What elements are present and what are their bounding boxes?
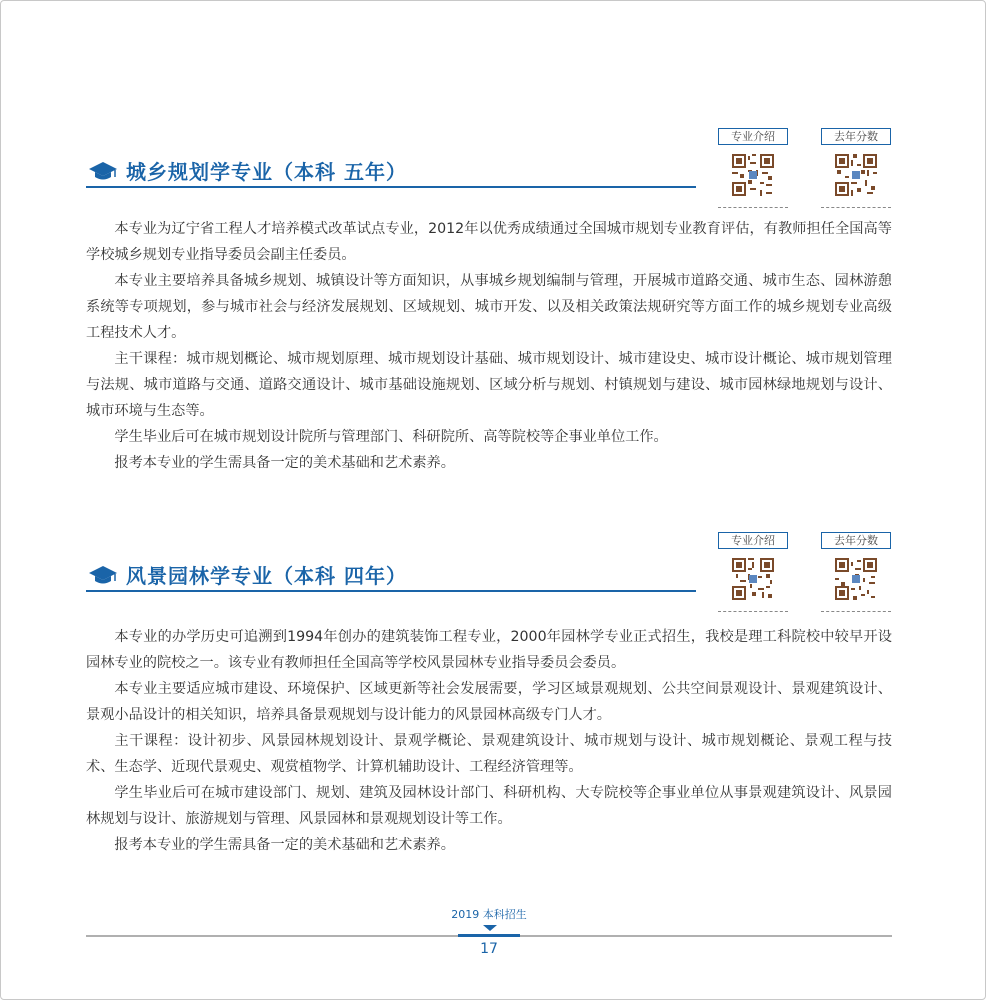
paragraph: 学生毕业后可在城市规划设计院所与管理部门、科研院所、高等院校等企事业单位工作。	[114, 429, 668, 445]
section-title: 城乡规划学专业（本科 五年）	[126, 160, 407, 184]
qr-label: 去年分数	[821, 128, 891, 145]
footer-rule-accent	[458, 934, 520, 937]
paragraph: 主干课程：城市规划概论、城市规划原理、城市规划设计基础、城市规划设计、城市建设史、城市设计概论、城市规划管理与法规、城市道路与交通、道路交通设计、城市基础设施规划、区域分析与规划、村镇规划与建设、城市园林绿地规划与设计、城市环境与生态等。	[86, 351, 892, 419]
section-heading	[88, 560, 407, 589]
paragraph: 本专业的办学历史可追溯到1994年创办的建筑装饰工程专业，2000年园林学专业正式招生，我校是理工科院校中较早开设园林专业的院校之一。该专业有教师担任全国高等学校风景园林专业指导委员会委员。	[86, 629, 892, 671]
section-body	[86, 216, 892, 476]
section-title: 风景园林学专业（本科 四年）	[126, 564, 407, 588]
paragraph: 本专业主要培养具备城乡规划、城镇设计等方面知识，从事城乡规划编制与管理，开展城市道路交通、城市生态、园林游憩系统等专项规划，参与城市社会与经济发展规划、区域规划、城市开发、以及相关政策法规研究等方面工作的城乡规划专业高级工程技术人才。	[86, 273, 892, 341]
qr-block-major-intro[interactable]	[718, 532, 788, 600]
qr-label: 专业介绍	[718, 532, 788, 549]
qr-label: 专业介绍	[718, 128, 788, 145]
qr-dash-line	[821, 611, 891, 612]
qr-block-last-year-scores[interactable]	[821, 532, 891, 600]
qr-dash-line	[718, 611, 788, 612]
qr-label: 去年分数	[821, 532, 891, 549]
heading-underline	[86, 186, 696, 188]
qr-code-icon[interactable]	[732, 558, 774, 600]
paragraph: 本专业为辽宁省工程人才培养模式改革试点专业，2012年以优秀成绩通过全国城市规划专业教育评估，有教师担任全国高等学校城乡规划专业指导委员会副主任委员。	[86, 221, 892, 263]
qr-code-icon[interactable]	[732, 154, 774, 196]
section-body	[86, 624, 892, 858]
qr-block-major-intro[interactable]	[718, 128, 788, 196]
section-heading	[88, 156, 407, 185]
qr-dash-line	[821, 207, 891, 208]
footer-arrow-icon	[483, 925, 497, 931]
qr-code-icon[interactable]	[835, 154, 877, 196]
paragraph: 学生毕业后可在城市建设部门、规划、建筑及园林设计部门、科研机构、大专院校等企事业单位从事景观建筑设计、风景园林规划与设计、旅游规划与管理、风景园林和景观规划设计等工作。	[86, 785, 892, 827]
heading-underline	[86, 590, 696, 592]
graduation-cap-icon	[88, 564, 118, 586]
graduation-cap-icon	[88, 160, 118, 182]
paragraph: 报考本专业的学生需具备一定的美术基础和艺术素养。	[114, 837, 455, 853]
page-number: 17	[480, 941, 498, 957]
qr-dash-line	[718, 207, 788, 208]
qr-block-last-year-scores[interactable]	[821, 128, 891, 196]
paragraph: 主干课程：设计初步、风景园林规划设计、景观学概论、景观建筑设计、城市规划与设计、城市规划概论、景观工程与技术、生态学、近现代景观史、观赏植物学、计算机辅助设计、工程经济管理等。	[86, 733, 892, 775]
paragraph: 报考本专业的学生需具备一定的美术基础和艺术素养。	[114, 455, 455, 471]
paragraph: 本专业主要适应城市建设、环境保护、区域更新等社会发展需要，学习区域景观规划、公共空间景观设计、景观建筑设计、景观小品设计的相关知识，培养具备景观规划与设计能力的风景园林高级专门人才。	[86, 681, 892, 723]
footer-caption: 2019 本科招生	[451, 908, 527, 921]
qr-code-icon[interactable]	[835, 558, 877, 600]
